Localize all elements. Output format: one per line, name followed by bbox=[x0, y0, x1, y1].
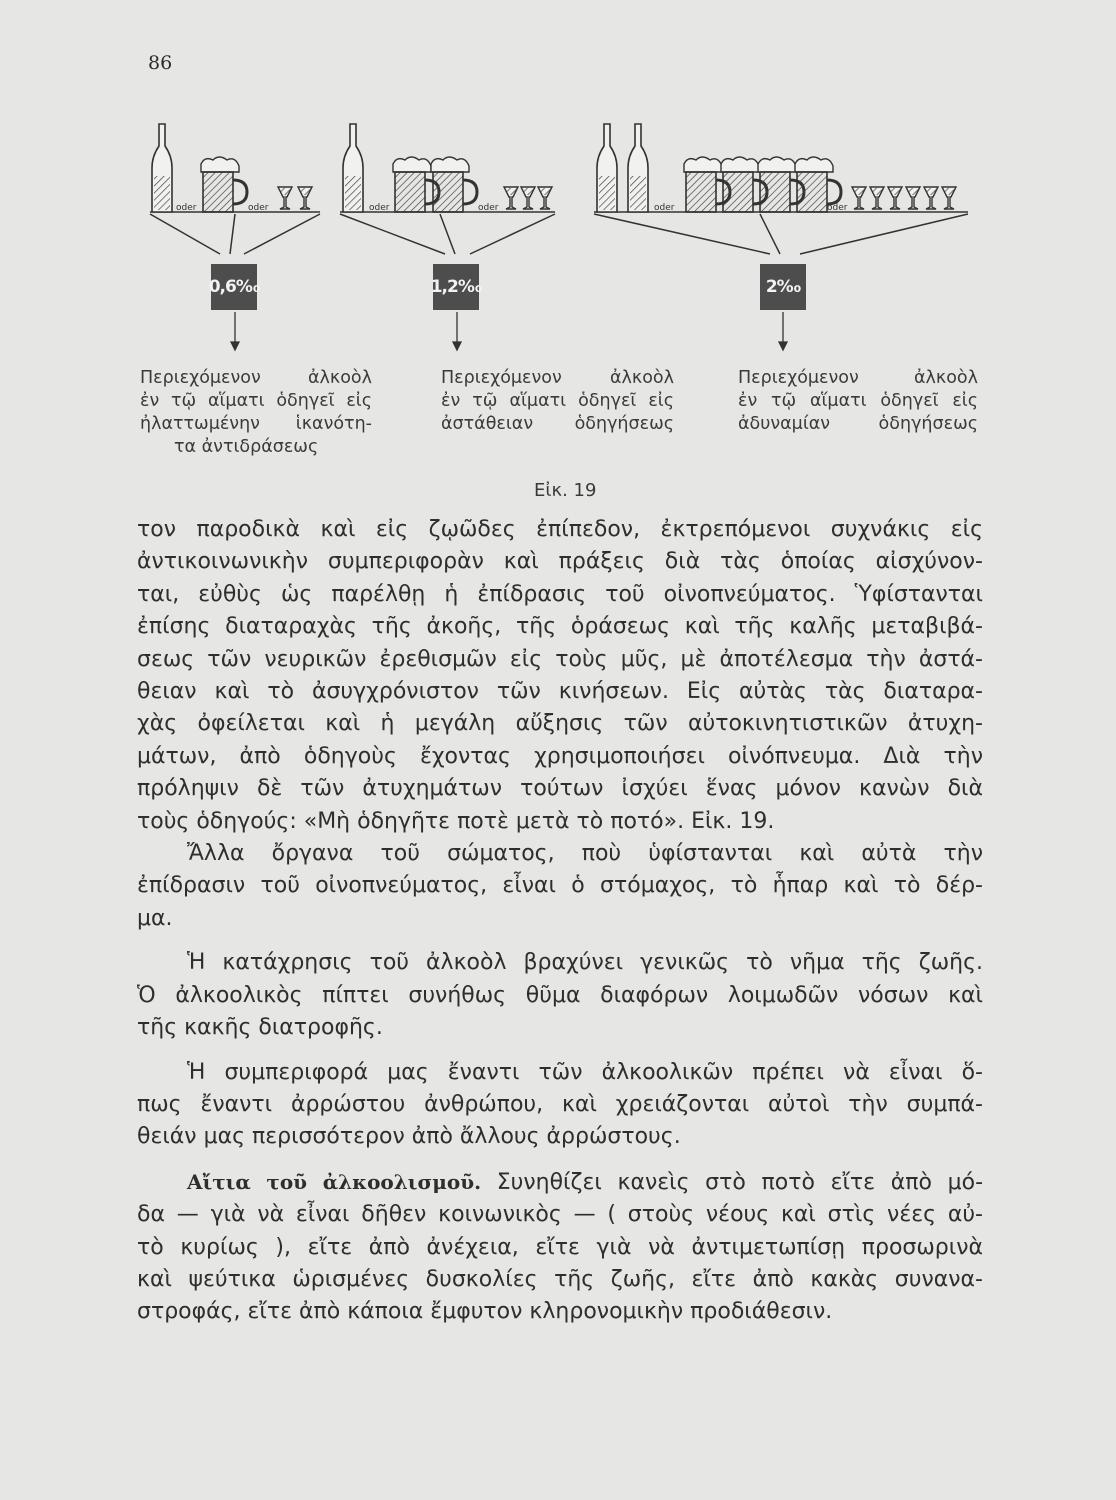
connector-oder: oder bbox=[654, 203, 675, 213]
paragraph-2: Ἄλλα ὄργανα τοῦ σώματος, ποὺ ὑφίστανται καὶ αὐτὰ τὴν ἐπίδρασιν τοῦ οἰνοπνεύματος, εἶναι ὁ στόμαχος, τὸ ἧπαρ καὶ τὸ δέρ- μα. bbox=[137, 841, 983, 931]
connector-oder: oder bbox=[248, 203, 269, 213]
caption-2: Περιεχόμενον ἀλκοὸλ ἐν τῷ αἵματι ὁδηγεῖ εἰς ἀστάθειαν ὁδηγήσεως bbox=[441, 368, 674, 434]
wine-glass-icon bbox=[298, 187, 312, 209]
wine-glass-icon bbox=[906, 187, 920, 209]
paragraph-3: Ἡ κατάχρησις τοῦ ἀλκοὸλ βραχύνει γενικῶς τὸ νῆμα τῆς ζωῆς. Ὁ ἀλκοολικὸς πίπτει συνήθως θῦμα διαφόρων λοιμωδῶν νόσων καὶ τῆς κακῆς διατροφῆς. bbox=[137, 950, 983, 1041]
wine-glass-icon bbox=[942, 187, 956, 209]
figure-19 bbox=[0, 0, 1116, 520]
wine-bottle-icon bbox=[152, 124, 172, 212]
level-badge-1: 0,6‰ bbox=[211, 264, 257, 310]
wine-glass-icon bbox=[278, 187, 292, 209]
wine-bottle-icon bbox=[628, 124, 648, 212]
paragraph-4: Ἡ συμπεριφορά μας ἔναντι τῶν ἀλκοολικῶν πρέπει νὰ εἶναι ὅ- πως ἔναντι ἀρρώστου ἀνθρώπου, καὶ χρειάζονται αὐτοὶ τὴν συμπά- θειάν μας περισσότερον ἀπὸ ἄλλους ἀρρώστους. bbox=[137, 1059, 983, 1150]
wine-glass-icon bbox=[888, 187, 902, 209]
wine-glass-icon bbox=[504, 187, 518, 209]
caption-3: Περιεχόμενον ἀλκοὸλ ἐν τῷ αἵματι ὁδηγεῖ εἰς ἀδυναμίαν ὁδηγήσεως bbox=[738, 368, 978, 434]
wine-glass-icon bbox=[852, 187, 866, 209]
caption-1: Περιεχόμενον ἀλκοὸλ ἐν τῷ αἵματι ὁδηγεῖ εἰς ἠλαττωμένην ἱκανότη- τα ἀντιδράσεως bbox=[140, 368, 372, 457]
group-1-drinks bbox=[152, 124, 312, 213]
paragraph-1: τον παροδικὰ καὶ εἰς ζῳῶδες ἐπίπεδον, ἐκτρεπόμενοι συχνάκις εἰς ἀντικοινωνικὴν συμπεριφορὰν καὶ πράξεις διὰ τὰς ὁποίας αἰσχύνον- ται, εὐθὺς ὡς παρέλθῃ ἡ ἐπίδρασις τοῦ οἰνοπνεύματος. Ὑφίστανται ἐπίσης διαταραχὰς τῆς ἀκοῆς, τῆς ὁράσεως καὶ τῆς καλῆς μεταβιβά- σεως τῶν νευρικῶν ἐρεθισμῶν εἰς τοὺς μῦς, μὲ ἀποτέλεσμα τὴν ἀστά- θειαν καὶ τὸ ἀσυγχρόνιστον τῶν κινήσεων. Εἰς αὐτὰς τὰς διαταρα- χὰς ὀφείλεται καὶ ἡ μεγάλη αὔξησις τῶν αὐτοκινητιστικῶν ἀτυχη- μάτων, ἀπὸ ὁδηγοὺς ἔχοντας χρησιμοποιήσει οἰνόπνευμα. Διὰ τὴν πρόληψιν δὲ τῶν ἀτυχημάτων τούτων ἰσχύει ἕνας μόνον κανὼν διὰ τοὺς ὁδηγούς: «Μὴ ὁδηγῆτε ποτὲ μετὰ τὸ ποτό». Εἰκ. 19. bbox=[137, 517, 983, 834]
beer-mug-icon bbox=[431, 157, 477, 212]
group-3-drinks bbox=[597, 124, 956, 213]
wine-glass-icon bbox=[870, 187, 884, 209]
connector-oder: oder bbox=[478, 203, 499, 213]
figure-label: Εἰκ. 19 bbox=[534, 480, 597, 501]
level-badge-2: 1,2‰ bbox=[433, 264, 479, 310]
group-2-drinks bbox=[343, 124, 552, 213]
beer-mug-icon bbox=[201, 157, 247, 212]
wine-bottle-icon bbox=[597, 124, 617, 212]
body-text bbox=[137, 514, 983, 1329]
connector-oder: oder bbox=[176, 203, 197, 213]
wine-glass-icon bbox=[538, 187, 552, 209]
connector-oder: oder bbox=[827, 203, 848, 213]
wine-bottle-icon bbox=[343, 124, 363, 212]
paragraph-5: Αἴτια τοῦ ἀλκοολισμοῦ. Συνηθίζει κανεὶς στὸ ποτὸ εἴτε ἀπὸ μό- δα — γιὰ νὰ εἶναι δῆθεν κοινωνικὸς — ( στοὺς νέους καὶ στὶς νέες αὐ- τὸ κυρίως ), εἴτε ἀπὸ ἀνέχεια, εἴτε γιὰ νὰ ἀντιμετωπίσῃ προσωρινὰ καὶ ψεύτικα ὡρισμένες δυσκολίες τῆς ζωῆς, εἴτε ἀπὸ κακὰς συνανα- στροφάς, εἴτε ἀπὸ κάποια ἔμφυτον κληρονομικὴν προδιάθεσιν. bbox=[137, 1169, 984, 1325]
level-badge-3: 2‰ bbox=[760, 264, 806, 310]
section-heading: Αἴτια τοῦ ἀλκοολισμοῦ. bbox=[187, 1169, 482, 1194]
wine-glass-icon bbox=[924, 187, 938, 209]
page-number: 86 bbox=[148, 52, 173, 74]
connector-oder: oder bbox=[369, 203, 390, 213]
wine-glass-icon bbox=[521, 187, 535, 209]
arrows bbox=[231, 312, 787, 350]
converging-lines bbox=[150, 214, 968, 254]
